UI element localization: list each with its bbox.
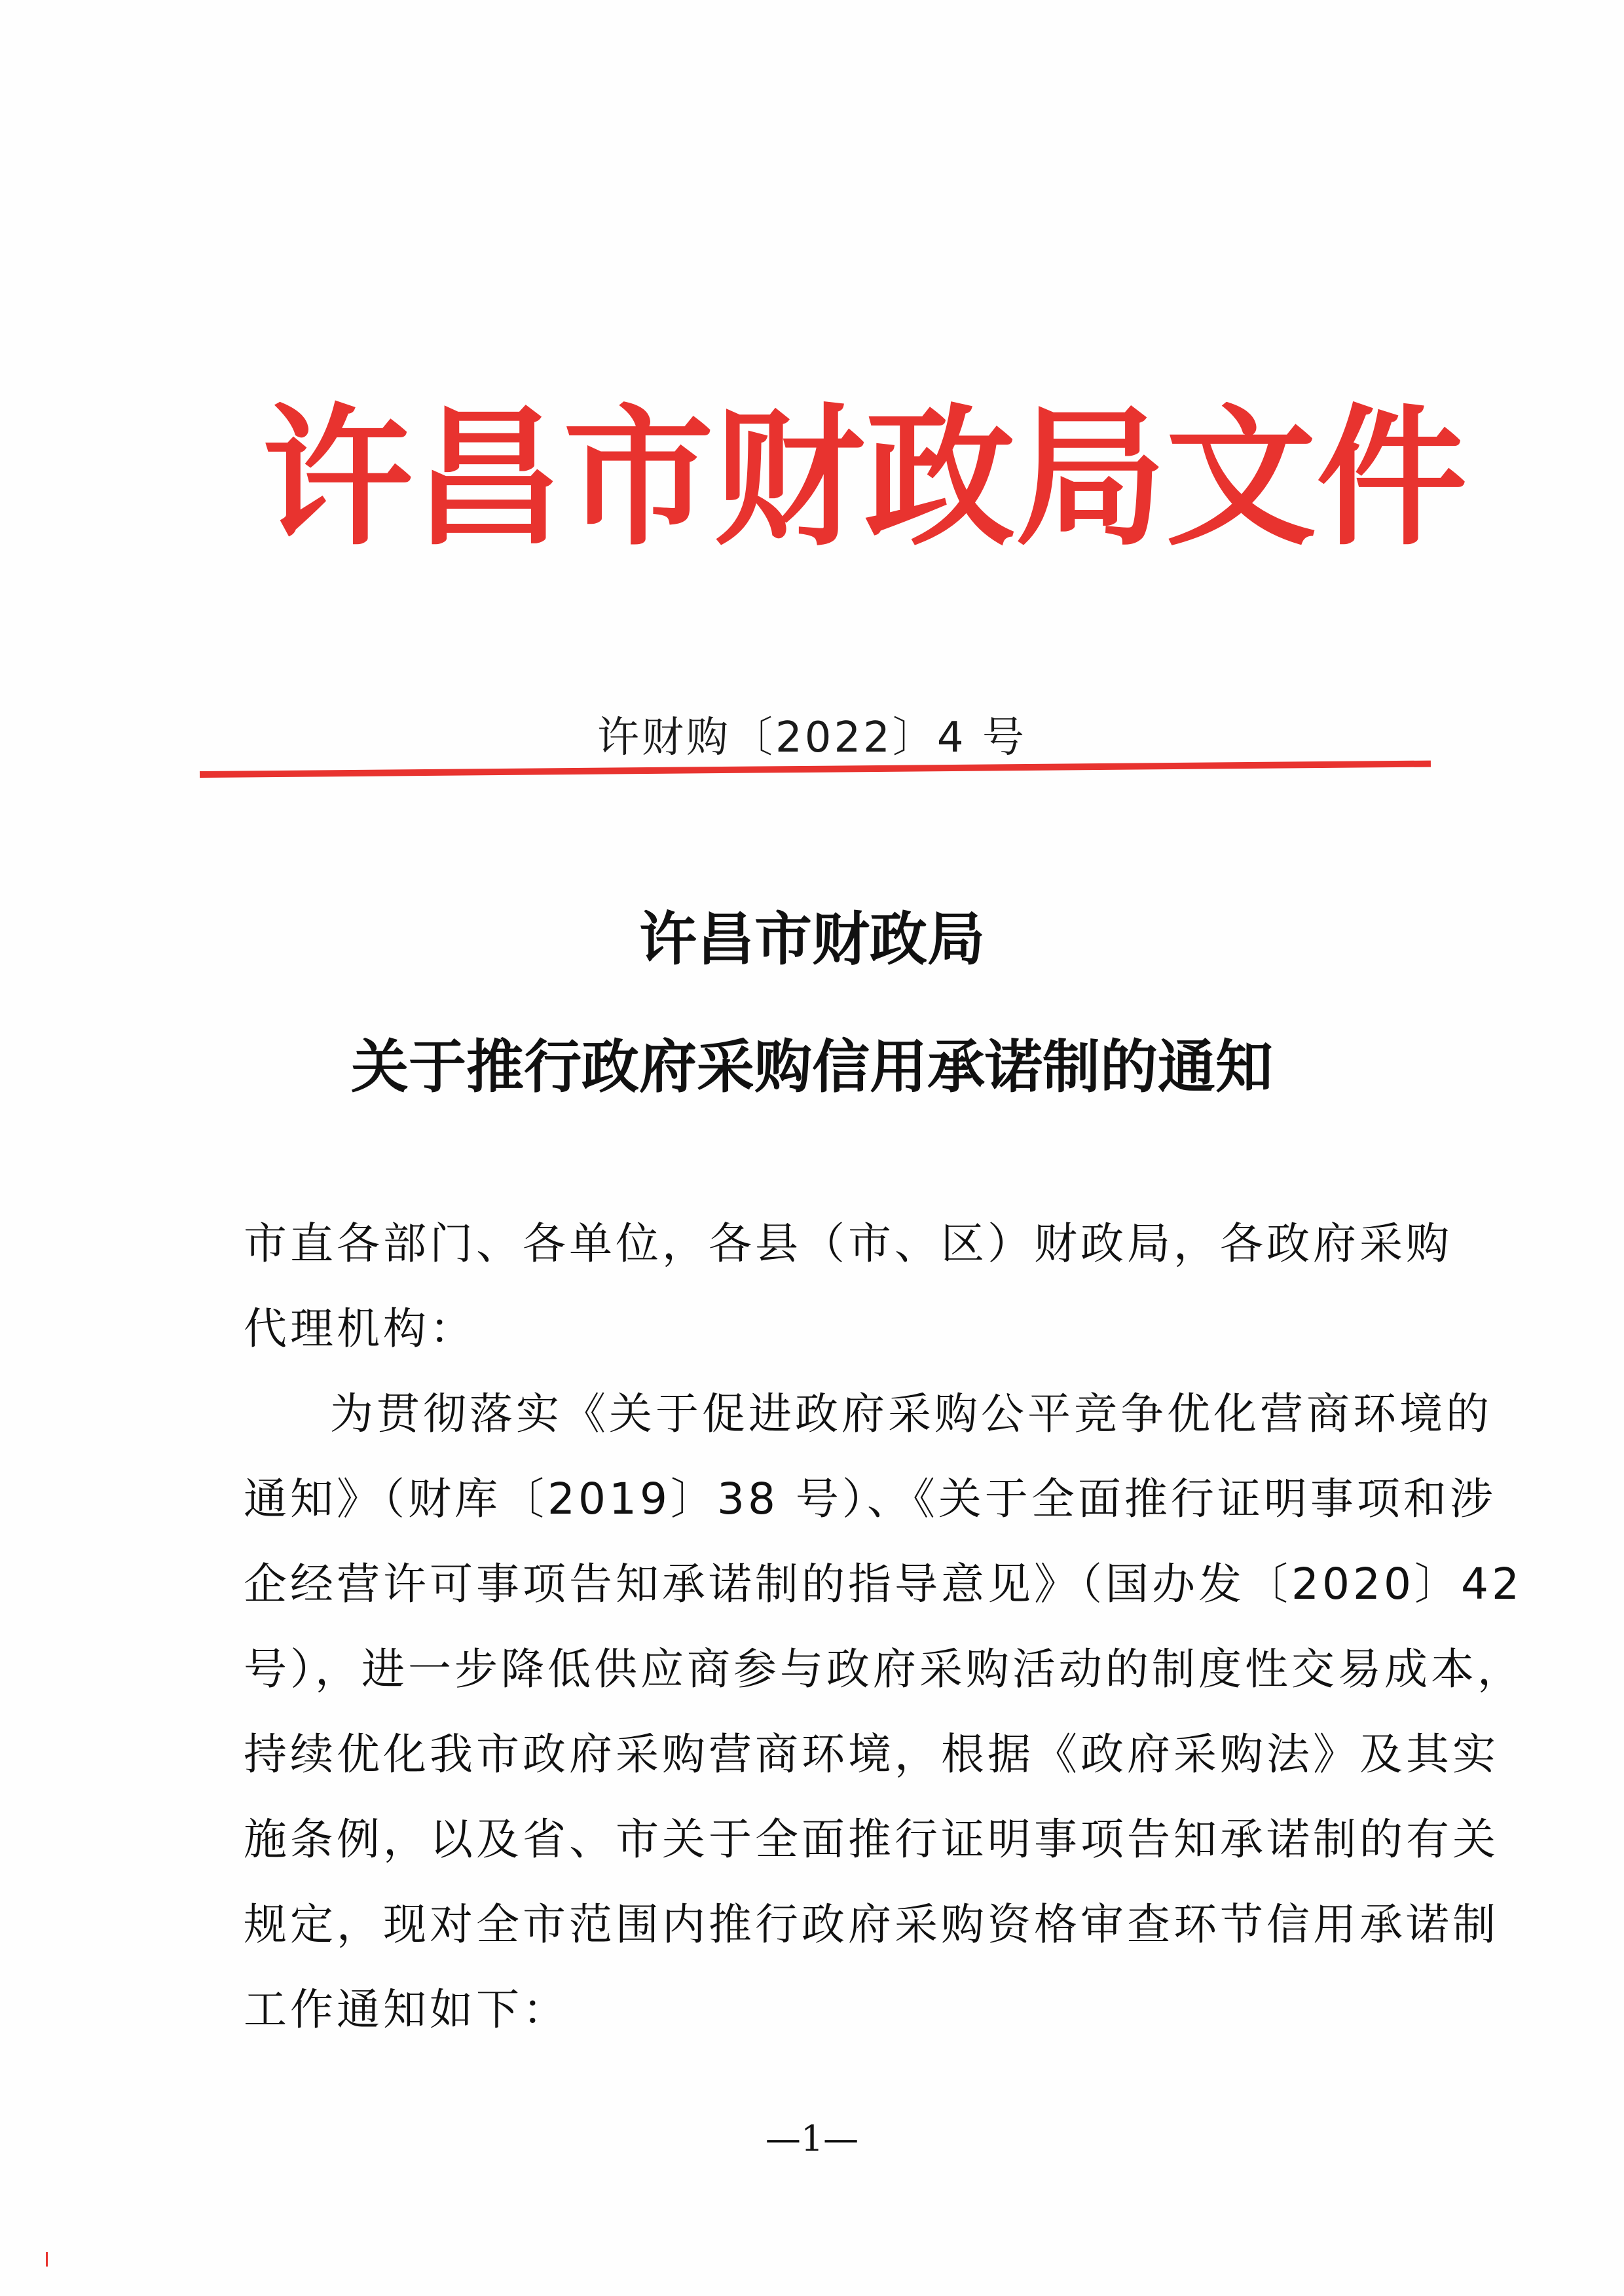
addressee-line: 市直各部门、各单位，各县（市、区）财政局，各政府采购 <box>244 1218 1452 1269</box>
body-paragraph <box>244 1372 1524 2052</box>
masthead-char: 件 <box>1316 390 1467 566</box>
paragraph-line: 工作通知如下： <box>244 1984 569 2035</box>
document-number: 许财购〔2022〕4 号 <box>597 714 1027 762</box>
masthead-char: 市 <box>563 390 714 566</box>
paragraph-line: 规定，现对全市范围内推行政府采购资格审查环节信用承诺制 <box>244 1899 1499 1950</box>
paragraph-line: 持续优化我市政府采购营商环境，根据《政府采购法》及其实 <box>244 1729 1499 1779</box>
addressee <box>244 1201 1452 1372</box>
paragraph-line: 号），进一步降低供应商参与政府采购活动的制度性交易成本， <box>244 1644 1524 1694</box>
masthead-char: 许 <box>262 390 413 566</box>
page-number: —1— <box>765 2118 859 2159</box>
document-title-issuer: 许昌市财政局 <box>638 905 985 973</box>
masthead-title <box>262 367 1467 589</box>
masthead-char: 政 <box>864 390 1016 566</box>
scan-mark <box>46 2252 48 2267</box>
addressee-line: 代理机构： <box>244 1303 476 1354</box>
document-title-subject: 关于推行政府采购信用承诺制的通知 <box>350 1032 1273 1101</box>
paragraph-line: 施条例，以及省、市关于全面推行证明事项告知承诺制的有关 <box>244 1814 1499 1865</box>
masthead-char: 局 <box>1015 390 1166 566</box>
masthead-char: 昌 <box>413 390 564 566</box>
masthead-char: 文 <box>1166 390 1317 566</box>
paragraph-line: 为贯彻落实《关于促进政府采购公平竞争优化营商环境的 <box>330 1389 1492 1439</box>
paragraph-line: 通知》（财库〔2019〕38 号）、《关于全面推行证明事项和涉 <box>244 1474 1496 1524</box>
paragraph-line: 企经营许可事项告知承诺制的指导意见》（国办发〔2020〕42 <box>244 1559 1522 1609</box>
masthead-char: 财 <box>714 390 865 566</box>
